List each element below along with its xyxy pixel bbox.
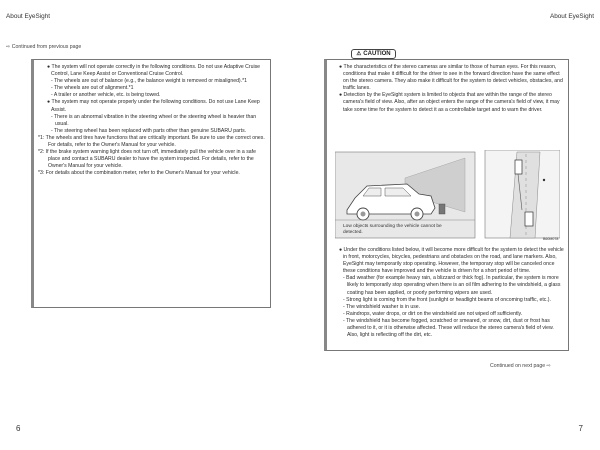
sub-item: - The windshield has become fogged, scratched or smeared, or snow, dirt, dust or frost has adhered to it, or it is otherwise affected. These will reduce the stereo camera's field of view. Also, light is reflecting off the dirt, etc.: [343, 317, 554, 339]
continued-on-next: Continued on next page ⇨: [490, 363, 551, 369]
page-header-right: About EyeSight: [549, 13, 594, 20]
bullet-item: ● Detection by the EyeSight system is limited to objects that are within the range of the stereo camera's field of view. Also, after an object enters the range of the camera's field of view, it may take some time for the system to detect it as a controllable target and to warn the driver.: [339, 92, 560, 113]
page-number-right: 7: [578, 424, 583, 433]
footnote-1: *1: The wheels and tires have functions that are critically important. Be sure to use the correct ones. For details, refer to the Owner's Manual for your vehicle.: [38, 134, 265, 149]
sub-item: - The wheels are out of alignment.*1: [51, 85, 134, 92]
sub-item: - The wheels are out of balance (e.g., the balance weight is removed or misaligned).*1: [51, 78, 247, 85]
sub-item: - Raindrops, water drops, or dirt on the windshield are not wiped off sufficiently.: [343, 310, 523, 317]
bullet-item: ● The system may not operate properly under the following conditions. Do not use Lane Keep Assist.: [47, 99, 260, 113]
caution-label: ⚠ CAUTION: [351, 49, 396, 59]
sub-item: - The windshield washer is in use.: [343, 303, 421, 310]
illustration-code: B60M078: [543, 237, 559, 241]
continued-from-previous: ⇨ Continued from previous page: [6, 44, 82, 50]
sub-item: - Bad weather (for example heavy rain, a blizzard or thick fog). In particular, the system is more likely to temporarily stop operating when there is an oil film adhering to the windshield, a glass coating has been applied, or poorly performing wipers are used.: [343, 275, 561, 296]
sub-item: - Strong light is coming from the front (sunlight or headlight beams of oncoming traffic, etc.).: [343, 296, 551, 303]
left-notice-box: [31, 59, 271, 308]
bullet-item: ● The characteristics of the stereo cameras are similar to those of human eyes. For this reason, conditions that make it difficult for the driver to see in the forward direction have the same effect on the stereo camera. They also make it difficult for the system to detect vehicles, obstacles, and traffic lanes.: [339, 64, 563, 92]
bullet-item: ● The system will not operate correctly in the following conditions. Do not use Adaptive Cruise Control, Lane Keep Assist or Conventional Cruise Control.: [47, 64, 261, 78]
caution-text-bottom: [330, 247, 564, 339]
page-header-left: About EyeSight: [6, 13, 51, 20]
sub-item: - A trailer or another vehicle, etc. is being towed.: [51, 92, 161, 99]
page-number-left: 6: [16, 424, 21, 433]
sub-item: - There is an abnormal vibration in the steering wheel or the steering wheel is heavier than usual.: [51, 113, 257, 127]
caution-text-top: [330, 64, 564, 114]
footnote-3: *3: For details about the combination meter, refer to the Owner's Manual for your vehicle.: [38, 170, 240, 177]
warning-triangle-icon: ⚠: [356, 51, 362, 57]
bullet-item: ● Under the conditions listed below, it will become more difficult for the system to detect the vehicle in front, motorcycles, bicycles, pedestrians and obstacles on the road, and lane markers. Also, EyeSight may temporarily stop operating. However, the temporary stop will be canceled once these conditions have improved and the vehicle is driven for a short period of time.: [339, 247, 564, 275]
footnote-2: *2: If the brake system warning light does not turn off, immediately pull the vehicle over in a safe place and contact a SUBARU dealer to have the system inspected. For details, refer to the Owner's Manual for your vehicle.: [38, 149, 256, 170]
illustration-caption: Low objects surrounding the vehicle cannot be detected.: [343, 224, 442, 235]
sub-item: - The steering wheel has been replaced with parts other than genuine SUBARU parts.: [51, 127, 247, 134]
